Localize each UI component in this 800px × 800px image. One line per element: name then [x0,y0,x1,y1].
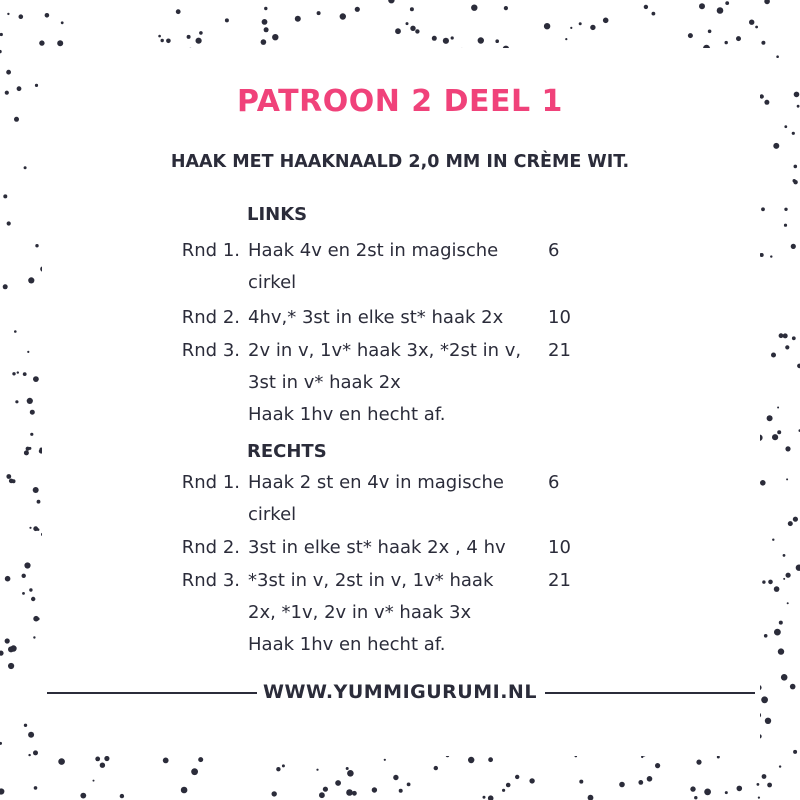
decorative-dot [717,7,724,14]
decorative-dot [793,180,797,184]
decorative-dot [12,479,16,483]
decorative-dot [478,37,484,43]
decorative-dot [181,787,188,794]
decorative-dot [699,3,705,9]
decorative-dot [757,783,760,786]
decorative-dot [784,224,787,227]
decorative-dot [529,778,534,783]
decorative-dot [515,775,519,779]
decorative-dot [352,791,357,796]
website-link[interactable]: WWW.YUMMIGURUMI.NL [263,681,537,703]
stitch-count: 21 [548,570,571,591]
decorative-dot [764,634,768,638]
decorative-dot [104,756,109,761]
decorative-dot [779,765,781,767]
decorative-dot [749,20,754,25]
round-label: Rnd 2. [181,537,240,558]
decorative-dot [488,757,493,762]
decorative-dot [774,586,780,592]
decorative-dot [316,769,318,771]
round-label: Rnd 2. [181,307,240,328]
decorative-dot [762,774,767,779]
decorative-dot [282,764,285,767]
decorative-dot [19,14,24,19]
decorative-dot [415,29,419,33]
round-label: Rnd 3. [181,570,240,591]
decorative-dot [34,786,38,790]
decorative-dot [777,407,779,409]
decorative-dot [588,795,594,800]
decorative-dot [27,351,29,353]
section-heading-rechts: RECHTS [247,441,327,462]
decorative-dot [24,450,29,455]
decorative-dot [781,674,788,681]
decorative-dot [335,780,341,786]
decorative-dot [774,629,781,636]
decorative-dot [760,480,766,486]
instruction-line: Haak 4v en 2st in magische [248,240,499,261]
decorative-dot [0,788,4,794]
decorative-dot [30,410,35,415]
decorative-dot [793,517,798,522]
decorative-dot [355,7,360,12]
decorative-dot [262,19,268,25]
decorative-dot [7,13,9,15]
decorative-dot [773,143,779,149]
instruction-line: Haak 2 st en 4v in magische [248,472,504,493]
decorative-dot [10,645,16,651]
decorative-dot [340,13,346,19]
decorative-dot [196,38,202,44]
decorative-dot [785,446,790,451]
decorative-dot [319,792,325,798]
decorative-dot [708,30,712,34]
stitch-count: 10 [548,537,571,558]
decorative-dot [767,783,772,788]
decorative-dot [14,330,17,333]
decorative-dot [346,789,353,796]
round-instructions [248,235,548,299]
round-instructions [248,565,548,661]
decorative-dot [33,487,39,493]
decorative-dot [176,9,181,14]
decorative-dot [755,26,758,29]
decorative-dot [725,1,729,5]
decorative-dot [191,768,198,775]
decorative-dot [471,5,477,11]
page-title: PATROON 2 DEEL 1 [237,84,563,119]
decorative-dot [792,336,796,340]
decorative-dot [694,796,697,799]
decorative-dot [783,578,785,580]
decorative-dot [406,22,409,25]
decorative-dot [29,588,32,591]
decorative-dot [161,39,164,42]
decorative-dot [28,754,30,756]
instruction-line: 2v in v, 1v* haak 3x, *2st in v, [248,340,522,361]
decorative-dot [777,430,781,434]
decorative-dot [399,789,403,793]
decorative-dot [784,208,787,211]
decorative-dot [3,194,7,198]
instruction-line: 4hv,* 3st in elke st* haak 2x [248,307,504,328]
decorative-dot [784,125,787,128]
decorative-dot [12,372,15,375]
decorative-dot [33,636,35,638]
decorative-dot [641,756,643,758]
decorative-dot [579,22,582,25]
decorative-dot [6,70,11,75]
decorative-dot [57,40,63,46]
decorative-dot [225,18,229,22]
decorative-dot [264,7,267,10]
decorative-dot [372,787,377,792]
decorative-dot [603,18,609,24]
decorative-dot [24,562,30,568]
decorative-dot [264,27,269,32]
instruction-line: Haak 1hv en hecht af. [248,404,446,425]
decorative-dot [33,376,39,382]
decorative-dot [0,50,2,53]
round-label: Rnd 1. [181,240,240,261]
decorative-dot [6,474,11,479]
decorative-dot [5,576,11,582]
decorative-dot [785,345,789,349]
decorative-dot [761,207,765,211]
decorative-dot [770,255,772,257]
decorative-dot [100,763,105,768]
decorative-dot [783,554,786,557]
decorative-dot [792,132,795,135]
decorative-dot [33,526,38,531]
decorative-dot [261,39,267,45]
decorative-dot [23,372,27,376]
decorative-dot [199,31,203,35]
decorative-dot [443,38,449,44]
round-instructions [248,532,548,564]
footer-divider-right [545,692,755,694]
decorative-dot [761,41,765,45]
decorative-dot [3,284,8,289]
decorative-dot [779,333,784,338]
decorative-dot [0,742,2,745]
round-instructions [248,302,548,334]
decorative-dot [410,7,414,11]
decorative-dot [504,6,508,10]
decorative-dot [688,33,693,38]
instruction-line: *3st in v, 2st in v, 1v* haak [248,570,494,591]
decorative-dot [39,40,44,45]
round-instructions [248,467,548,531]
round-instructions [248,335,548,431]
decorative-dot [272,34,278,40]
round-label: Rnd 3. [181,340,240,361]
decorative-dot [393,775,398,780]
decorative-dot [468,757,474,763]
decorative-dot [22,574,26,578]
decorative-dot [295,16,301,22]
decorative-dot [347,770,354,777]
decorative-dot [432,36,437,41]
decorative-dot [565,38,567,40]
decorative-dot [158,35,161,38]
decorative-dot [764,0,770,4]
decorative-dot [737,786,743,792]
decorative-dot [7,221,11,225]
stitch-count: 10 [548,307,571,328]
decorative-dot [120,794,124,798]
decorative-dot [388,0,394,3]
decorative-dot [395,28,401,34]
decorative-dot [26,447,30,451]
decorative-dot [35,244,38,247]
decorative-dot [488,795,494,800]
decorative-dot [29,527,31,529]
decorative-dot [652,12,656,16]
decorative-dot [787,602,789,604]
decorative-dot [786,573,791,578]
instruction-line: 3st in elke st* haak 2x , 4 hv [248,537,506,558]
decorative-dot [5,638,10,643]
decorative-dot [772,539,774,541]
stitch-count: 6 [548,240,560,261]
decorative-dot [276,767,280,771]
decorative-dot [451,36,454,39]
decorative-dot [765,718,771,724]
decorative-dot [15,400,18,403]
decorative-dot [0,651,4,656]
decorative-dot [346,767,349,770]
decorative-dot [61,21,64,24]
stitch-count: 6 [548,472,560,493]
decorative-dot [779,621,783,625]
decorative-dot [776,55,779,58]
decorative-dot [24,724,27,727]
decorative-dot [31,597,35,601]
decorative-dot [28,277,34,283]
decorative-dot [638,780,643,785]
instruction-line: Haak 1hv en hecht af. [248,634,446,655]
decorative-dot [772,434,778,440]
decorative-dot [725,41,728,44]
decorative-dot [767,415,773,421]
decorative-dot [495,39,499,43]
page-subtitle: HAAK MET HAAKNAALD 2,0 MM IN CRÈME WIT. [170,152,630,172]
decorative-dot [45,13,50,18]
decorative-dot [783,333,788,338]
decorative-dot [198,757,203,762]
decorative-dot [166,39,171,44]
decorative-dot [786,478,788,480]
decorative-dot [17,371,19,373]
decorative-dot [725,791,728,794]
decorative-dot [690,786,695,791]
decorative-dot [647,776,653,782]
decorative-dot [410,26,415,31]
decorative-dot [95,757,100,762]
decorative-dot [758,797,760,799]
decorative-dot [58,758,65,765]
decorative-dot [22,592,25,595]
decorative-dot [384,759,386,761]
decorative-dot [760,253,764,257]
decorative-dot [590,25,595,30]
decorative-dot [323,787,328,792]
section-heading-links: LINKS [247,204,308,225]
decorative-dot [0,33,3,36]
decorative-dot [579,780,583,784]
decorative-dot [163,758,169,764]
decorative-dot [771,353,776,358]
decorative-dot [788,521,793,526]
decorative-dot [768,580,773,585]
decorative-dot [28,732,34,738]
decorative-dot [434,766,438,770]
decorative-dot [317,11,321,15]
decorative-dot [407,783,411,787]
decorative-dot [80,793,86,799]
decorative-dot [8,663,14,669]
decorative-dot [762,580,765,583]
stitch-count: 21 [548,340,571,361]
decorative-dot [483,796,486,799]
decorative-dot [736,36,741,41]
decorative-dot [27,398,33,404]
decorative-dot [655,763,660,768]
decorative-dot [644,5,648,9]
decorative-dot [704,789,711,796]
decorative-dot [791,244,796,249]
decorative-dot [502,789,505,792]
decorative-dot [272,791,277,796]
decorative-dot [570,27,572,29]
round-label: Rnd 1. [181,472,240,493]
decorative-dot [506,783,511,788]
decorative-dot [619,782,625,788]
decorative-dot [93,780,95,782]
decorative-dot [544,23,550,29]
decorative-dot [33,750,38,755]
instruction-line: cirkel [248,504,297,525]
decorative-dot [778,648,784,654]
decorative-dot [793,750,797,754]
decorative-dot [696,760,701,765]
decorative-dot [30,433,33,436]
decorative-dot [187,35,191,39]
instruction-line: cirkel [248,272,297,293]
decorative-dot [796,565,800,571]
instruction-line: 2x, *1v, 2v in v* haak 3x [248,602,472,623]
decorative-dot [37,500,41,504]
instruction-line: 3st in v* haak 2x [248,372,401,393]
decorative-dot [37,617,40,620]
